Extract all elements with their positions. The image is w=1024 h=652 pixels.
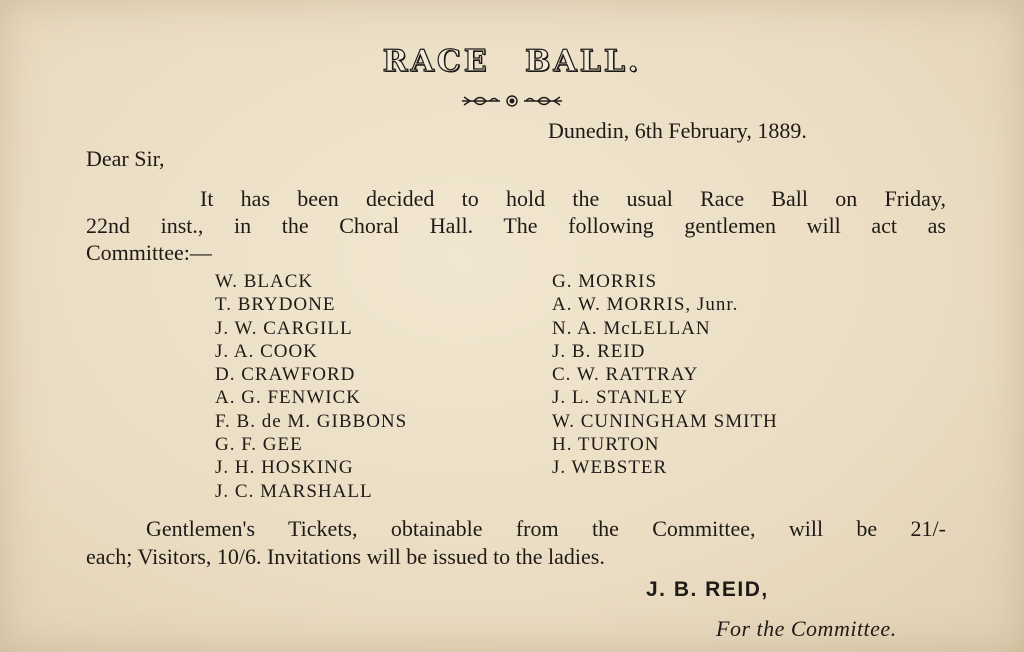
- committee-member: J. H. HOSKING: [215, 457, 354, 479]
- paragraph-line: 22nd inst., in the Choral Hall. The following gentlemen will act as: [86, 213, 946, 238]
- committee-member: J. WEBSTER: [552, 457, 668, 479]
- committee-list-left: [215, 270, 407, 503]
- committee-member: J. W. CARGILL: [215, 317, 353, 339]
- committee-member: C. W. RATTRAY: [552, 364, 699, 386]
- salutation: Dear Sir,: [86, 146, 165, 171]
- committee-member: J. C. MARSHALL: [215, 480, 373, 502]
- committee-list-right: [552, 270, 778, 480]
- committee-member: G. F. GEE: [215, 434, 303, 456]
- committee-member: W. BLACK: [215, 271, 314, 292]
- committee-member: N. A. McLELLAN: [552, 317, 711, 339]
- signature: J. B. REID,: [646, 578, 769, 601]
- committee-member: H. TURTON: [552, 434, 660, 456]
- committee-member: J. B. REID: [552, 340, 646, 362]
- committee-member: G. MORRIS: [552, 271, 658, 292]
- flourish-ornament-icon: [460, 92, 564, 110]
- paragraph-line: each; Visitors, 10/6. Invitations will be issued to the ladies.: [86, 544, 605, 569]
- signature-caption: For the Committee.: [716, 616, 897, 641]
- paragraph-line: Committee:—: [86, 240, 212, 265]
- committee-member: F. B. de M. GIBBONS: [215, 410, 408, 432]
- heading: [0, 44, 1024, 79]
- paragraph-line: Gentlemen's Tickets, obtainable from the Committee, will be 21/-: [146, 516, 946, 541]
- committee-member: D. CRAWFORD: [215, 364, 356, 386]
- dateline: Dunedin, 6th February, 1889.: [548, 118, 807, 143]
- committee-member: J. A. COOK: [215, 340, 318, 362]
- tickets-paragraph: [86, 516, 946, 572]
- paragraph-line: It has been decided to hold the usual Race Ball on Friday,: [200, 186, 946, 211]
- committee-member: T. BRYDONE: [215, 294, 336, 316]
- committee-member: A. G. FENWICK: [215, 387, 361, 409]
- committee-member: W. CUNINGHAM SMITH: [552, 410, 778, 432]
- announcement-paragraph: [86, 186, 946, 267]
- committee-member: J. L. STANLEY: [552, 387, 689, 409]
- committee-member: A. W. MORRIS, Junr.: [552, 294, 739, 316]
- page-title: RACE BALL.: [382, 44, 642, 79]
